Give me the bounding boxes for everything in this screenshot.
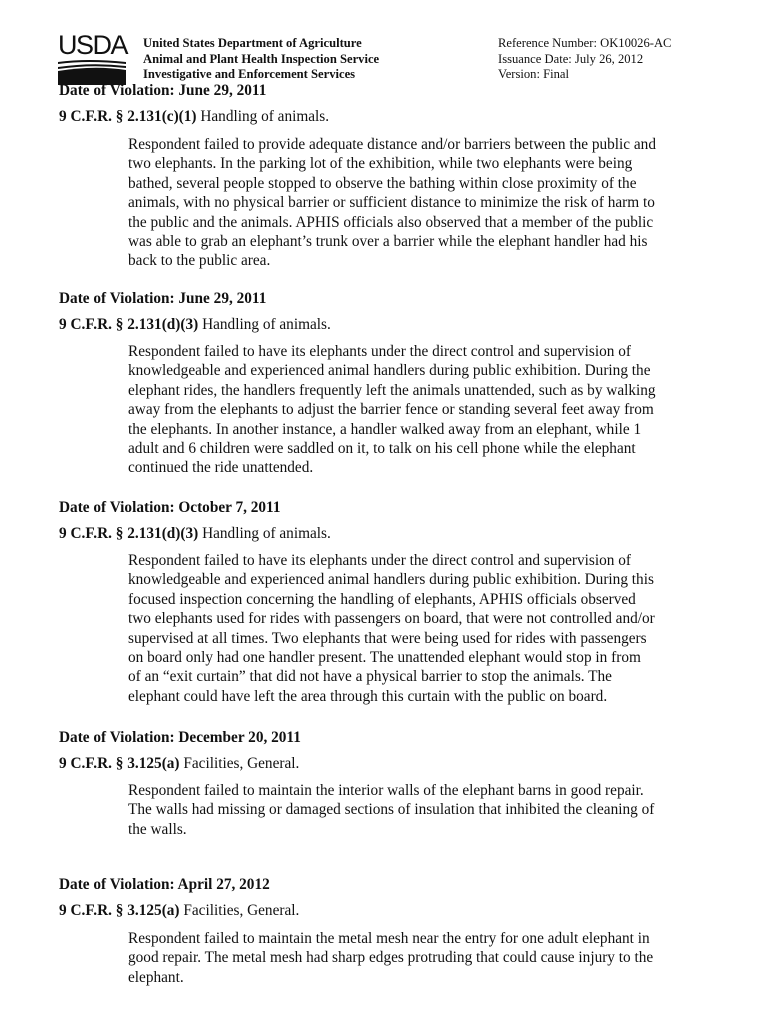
reference-block xyxy=(498,36,671,83)
description-line: Respondent failed to have its elephants under the direct control and supervision of xyxy=(128,552,631,569)
description-line: was able to grab an elephant’s trunk over a barrier while the elephant handler had his xyxy=(128,233,648,251)
document-header xyxy=(58,30,748,83)
violation-citation xyxy=(59,902,299,920)
violation-citation xyxy=(59,755,299,773)
violation-date: Date of Violation: April 27, 2012 xyxy=(59,876,270,893)
description-line: knowledgeable and experienced animal handlers during public exhibition. During the xyxy=(128,362,651,380)
citation-title: Handling of animals. xyxy=(202,525,331,542)
description-line: elephant. xyxy=(128,968,184,986)
description-line: elephant could have left the area through this curtain with the public on board. xyxy=(128,687,608,705)
agency-line-unit: Investigative and Enforcement Services xyxy=(143,67,356,82)
agency-block xyxy=(143,36,379,83)
description-line: the elephants. In another instance, a handler walked away from an elephant, while 1 xyxy=(128,420,642,438)
description-line: back to the public area. xyxy=(128,252,271,270)
description-line: on board only had one handler present. The unattended elephant would stop in from xyxy=(128,649,641,667)
agency-line-department: United States Department of Agriculture xyxy=(143,36,362,50)
description-line: away from the elephants to adjust the barrier fence or standing several feet away from xyxy=(128,401,654,419)
description-line: two elephants used for rides with passengers on board, that were not controlled and/or xyxy=(128,610,655,628)
description-line: continued the ride unattended. xyxy=(128,459,314,477)
violation-citation xyxy=(59,108,329,126)
violation-date: Date of Violation: June 29, 2011 xyxy=(59,82,267,99)
citation-code: 9 C.F.R. § 3.125(a) xyxy=(59,755,180,772)
description-line: Respondent failed to have its elephants under the direct control and supervision of xyxy=(128,343,631,360)
usda-logo-text: USDA xyxy=(58,30,128,60)
citation-title: Handling of animals. xyxy=(202,316,331,333)
citation-title: Facilities, General. xyxy=(183,755,300,772)
agency-line-service: Animal and Plant Health Inspection Service xyxy=(143,51,380,66)
citation-code: 9 C.F.R. § 2.131(d)(3) xyxy=(59,316,199,333)
violation-date: Date of Violation: June 29, 2011 xyxy=(59,290,267,307)
description-line: knowledgeable and experienced animal handlers during public exhibition. During this xyxy=(128,571,654,589)
description-line: bathed, several people stopped to observe the bathing within close proximity of the xyxy=(128,174,637,192)
description-line: Respondent failed to maintain the metal mesh near the entry for one adult elephant in xyxy=(128,930,650,947)
violation-description xyxy=(128,781,708,839)
citation-title: Handling of animals. xyxy=(200,108,330,125)
violation-citation xyxy=(59,316,331,334)
description-line: animals, with no physical barrier or sufficient distance to minimize the risk of harm to xyxy=(128,194,655,212)
description-line: two elephants. In the parking lot of the exhibition, while two elephants were being xyxy=(128,155,633,173)
description-line: of an “exit curtain” that did not have a physical barrier to stop the animals. The xyxy=(128,668,612,686)
description-line: the walls. xyxy=(128,820,187,838)
version: Version: Final xyxy=(498,67,570,82)
citation-code: 9 C.F.R. § 2.131(c)(1) xyxy=(59,108,197,125)
description-line: Respondent failed to maintain the interior walls of the elephant barns in good repair. xyxy=(128,782,644,799)
violation-description xyxy=(128,342,708,478)
description-line: The walls had missing or damaged sections of insulation that inhibited the cleaning of xyxy=(128,801,655,819)
issuance-date: Issuance Date: July 26, 2012 xyxy=(498,51,644,66)
violation-date: Date of Violation: October 7, 2011 xyxy=(59,499,281,516)
reference-number: Reference Number: OK10026-AC xyxy=(498,36,672,50)
citation-code: 9 C.F.R. § 3.125(a) xyxy=(59,902,180,919)
citation-title: Facilities, General. xyxy=(183,902,300,919)
violation-description xyxy=(128,929,708,987)
description-line: adult and 6 children were saddled on it, to talk on his cell phone while the elephant xyxy=(128,440,636,458)
description-line: elephant rides, the handlers frequently left the animals unattended, such as by walking xyxy=(128,381,656,399)
violation-description xyxy=(128,551,708,706)
violation-date: Date of Violation: December 20, 2011 xyxy=(59,729,301,746)
violation-citation xyxy=(59,525,331,543)
citation-code: 9 C.F.R. § 2.131(d)(3) xyxy=(59,525,199,542)
description-line: focused inspection concerning the handling of elephants, APHIS officials observed xyxy=(128,590,636,608)
description-line: supervised at all times. Two elephants that were being used for rides with passengers xyxy=(128,629,647,647)
description-line: the public and the animals. APHIS officials also observed that a member of the public xyxy=(128,213,654,231)
description-line: Respondent failed to provide adequate distance and/or barriers between the public and xyxy=(128,136,656,153)
description-line: good repair. The metal mesh had sharp edges protruding that could cause injury to the xyxy=(128,949,654,967)
usda-logo xyxy=(58,30,128,85)
violation-description xyxy=(128,135,708,271)
